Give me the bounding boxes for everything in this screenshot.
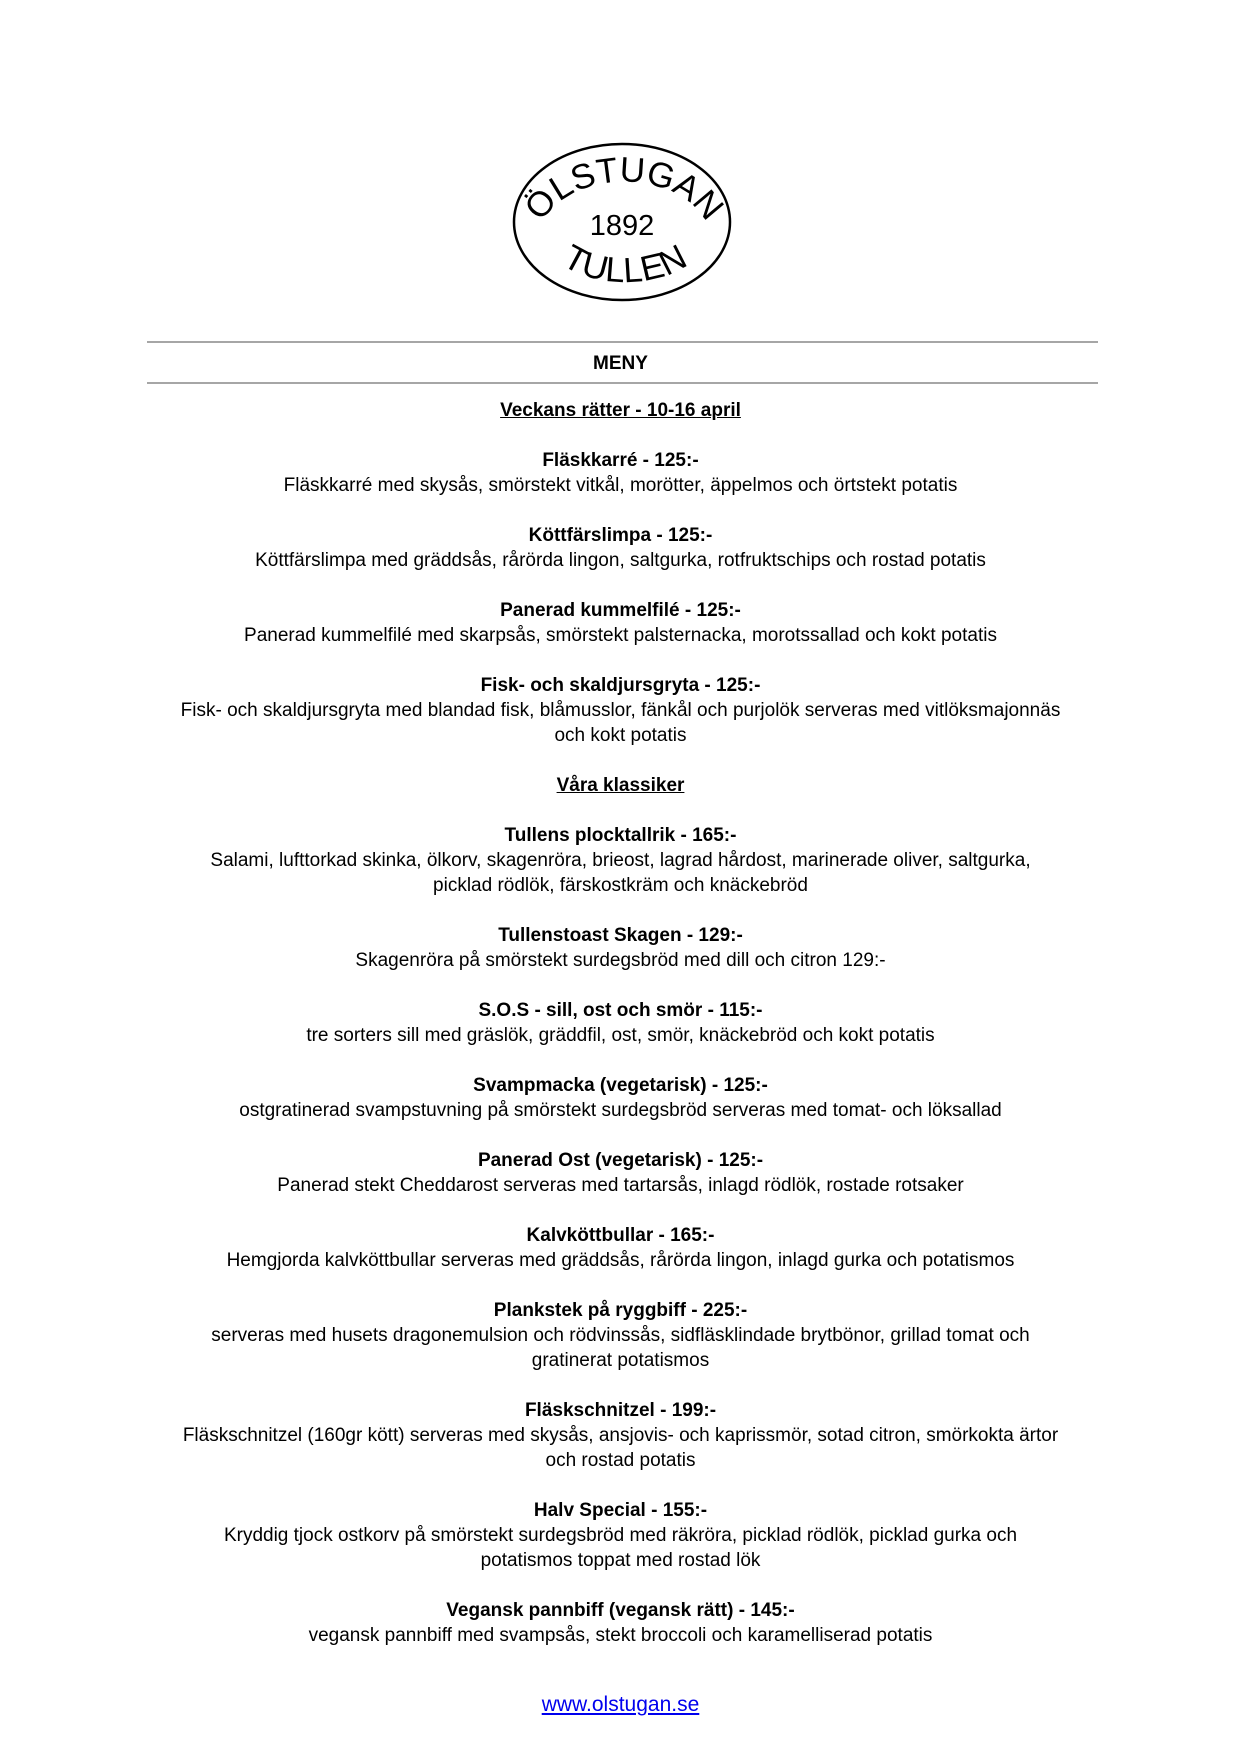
- section-heading: Veckans rätter - 10-16 april: [500, 400, 741, 421]
- dish-title: Fläskkarré - 125:-: [542, 450, 699, 471]
- dish-title: Svampmacka (vegetarisk) - 125:-: [473, 1075, 768, 1096]
- website-link[interactable]: www.olstugan.se: [541, 1693, 700, 1716]
- dish-title: Panerad Ost (vegetarisk) - 125:-: [477, 1150, 764, 1171]
- dish-description: Skagenröra på smörstekt surdegsbröd med dill och citron 129:-: [355, 950, 886, 971]
- dish-title: Halv Special - 155:-: [533, 1500, 708, 1521]
- dish-title: Fläskschnitzel - 199:-: [524, 1400, 717, 1421]
- menu-item: [0, 1224, 1241, 1273]
- menu-item: [0, 1074, 1241, 1123]
- dish-description: Fläskschnitzel (160gr kött) serveras med skysås, ansjovis- och kaprissmör, sotad citron, smörkokta ärtor och rostad potatis: [182, 1425, 1059, 1471]
- dish-title: Plankstek på ryggbiff - 225:-: [493, 1300, 748, 1321]
- menu-item: [0, 999, 1241, 1048]
- menu-item: [0, 1399, 1241, 1473]
- logo-bottom-text: TULLEN: [557, 237, 693, 291]
- menu-item: [0, 1299, 1241, 1373]
- menu-content: [0, 399, 1241, 1674]
- dish-title: Kalvköttbullar - 165:-: [526, 1225, 715, 1246]
- dish-description: ostgratinerad svampstuvning på smörstekt surdegsbröd serveras med tomat- och löksallad: [239, 1100, 1002, 1121]
- menu-item: [0, 1599, 1241, 1648]
- dish-description: vegansk pannbiff med svampsås, stekt broccoli och karamelliserad potatis: [308, 1625, 933, 1646]
- dish-description: Panerad kummelfilé med skarpsås, smörstekt palsternacka, morotssallad och kokt potatis: [244, 625, 997, 646]
- section-heading: Våra klassiker: [556, 775, 685, 796]
- page-title: MENY: [593, 353, 648, 374]
- dish-title: S.O.S - sill, ost och smör - 115:-: [478, 1000, 763, 1021]
- menu-item: [0, 674, 1241, 748]
- menu-item: [0, 1149, 1241, 1198]
- dish-description: Köttfärslimpa med gräddsås, rårörda lingon, saltgurka, rotfruktschips och rostad potatis: [255, 550, 986, 571]
- header-rule-top: [147, 341, 1098, 343]
- dish-description: Fisk- och skaldjursgryta med blandad fisk, blåmusslor, fänkål och purjolök serveras med vitlöksmajonnäs och kokt potatis: [180, 700, 1061, 746]
- dish-title: Vegansk pannbiff (vegansk rätt) - 145:-: [446, 1600, 795, 1621]
- menu-item: [0, 1499, 1241, 1573]
- dish-description: Fläskkarré med skysås, smörstekt vitkål, morötter, äppelmos och örtstekt potatis: [283, 475, 958, 496]
- svg-text:TULLEN: [557, 237, 693, 290]
- dish-title: Tullenstoast Skagen - 129:-: [498, 925, 743, 946]
- header-rule-bottom: [147, 382, 1098, 384]
- menu-item: [0, 524, 1241, 573]
- menu-item: [0, 824, 1241, 898]
- dish-description: serveras med husets dragonemulsion och rödvinssås, sidfläsklindade brytbönor, grillad tomat och gratinerat potatismos: [211, 1325, 1030, 1371]
- dish-description: Kryddig tjock ostkorv på smörstekt surdegsbröd med räkröra, picklad rödlök, picklad gurka och potatismos toppat med rostad lök: [223, 1525, 1018, 1571]
- olstugan-logo: [510, 140, 735, 305]
- dish-description: Panerad stekt Cheddarost serveras med tartarsås, inlagd rödlök, rostade rotsaker: [277, 1175, 964, 1196]
- dish-description: Hemgjorda kalvköttbullar serveras med gräddsås, rårörda lingon, inlagd gurka och potatismos: [226, 1250, 1015, 1271]
- footer: [0, 1693, 1241, 1717]
- dish-description: tre sorters sill med gräslök, gräddfil, ost, smör, knäckebröd och kokt potatis: [306, 1025, 935, 1046]
- logo-top-text: ÖLSTUGAN: [517, 150, 732, 228]
- dish-title: Panerad kummelfilé - 125:-: [500, 600, 741, 621]
- menu-item: [0, 599, 1241, 648]
- dish-description: Salami, lufttorkad skinka, ölkorv, skagenröra, brieost, lagrad hårdost, marinerade oliver, saltgurka, picklad rödlök, färskostkräm och knäckebröd: [210, 850, 1031, 896]
- dish-title: Tullens plocktallrik - 165:-: [504, 825, 737, 846]
- dish-title: Köttfärslimpa - 125:-: [528, 525, 713, 546]
- dish-title: Fisk- och skaldjursgryta - 125:-: [480, 675, 761, 696]
- menu-item: [0, 924, 1241, 973]
- menu-item: [0, 449, 1241, 498]
- logo-year: 1892: [589, 210, 655, 242]
